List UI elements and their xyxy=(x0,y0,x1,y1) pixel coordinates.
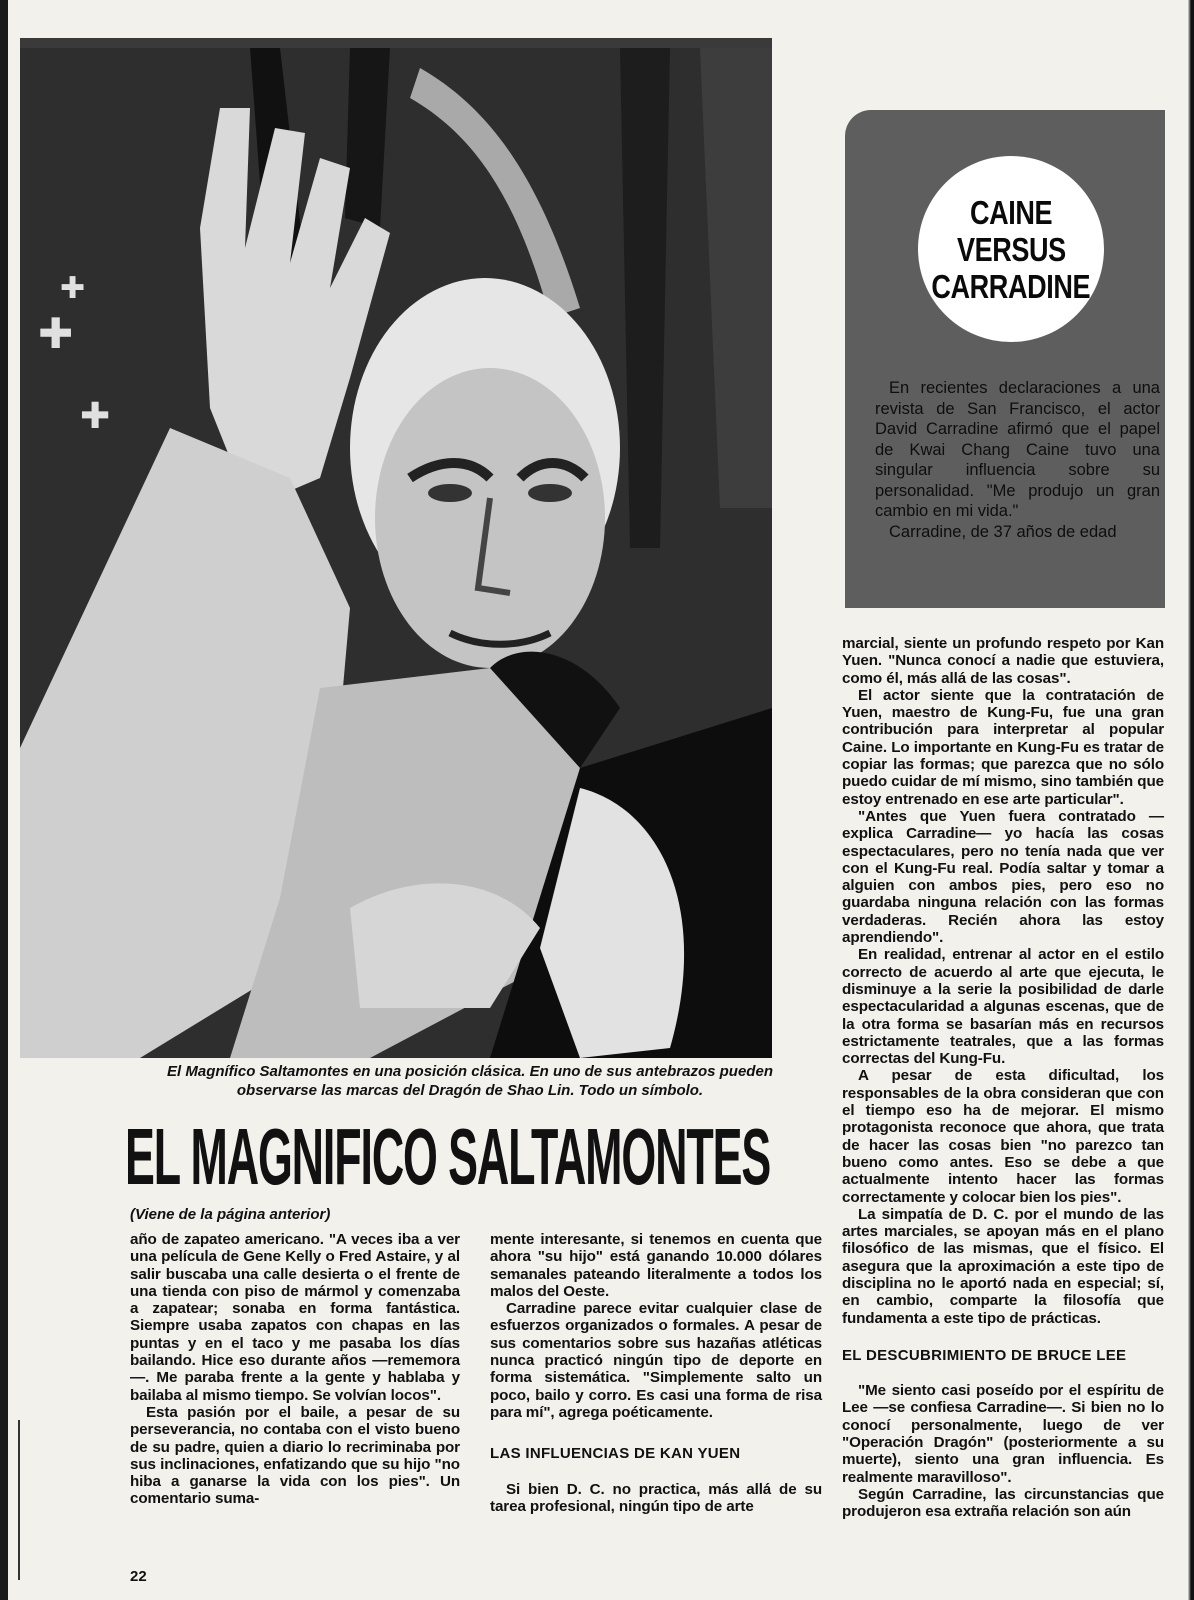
article-headline: EL MAGNIFICO SALTAMONTES xyxy=(125,1112,771,1201)
feature-title-disc xyxy=(918,156,1104,342)
article-paragraph: Carradine parece evitar cualquier clase de esfuerzos organizados o formales. A pesar de sus comentarios sobre sus hazañas atléticas nunca practicó ningún tipo de deporte en forma sistemática. "Simplemente salto un poco, bailo y corro. Es casi una forma de risa para mí", agrega poéticamente. xyxy=(490,1300,822,1421)
photo-caption: El Magnífico Saltamontes en una posición clásica. En uno de sus antebrazos pueden observarse las marcas del Dragón de Shao Lin. Todo un símbolo. xyxy=(167,1063,773,1099)
article-paragraph: año de zapateo americano. "A veces iba a ver una película de Gene Kelly o Fred Astaire, y al salir buscaba una calle desierta o el frente de una tienda con piso de mármol y comenzaba a zapatear; sonaba en forma fantástica. Siempre usaba zapatos con chapas en las puntas y en el taco y me pasaba los días bailando. Hice eso durante años —rememora—. Me paraba frente a la gente y hablaba y bailaba al mismo tiempo. Se volvían locos". xyxy=(130,1231,460,1404)
page-edge-right xyxy=(1188,0,1194,1600)
article-paragraph: "Antes que Yuen fuera contratado —explica Carradine— yo hacía las cosas espectaculares, pero no tenía nada que ver con el Kung-Fu real. Podía saltar y tomar a alguien con ambos pies, pero eso no guardaba ninguna relación con las formas verdaderas. Recién ahora las estoy aprendiendo". xyxy=(842,807,1164,947)
feature-title-line-3: CARRADINE xyxy=(931,267,1091,305)
article-paragraph: mente interesante, si tenemos en cuenta que ahora "su hijo" está ganando 10.000 dólares semanales pateando literalmente a todos los malos del Oeste. xyxy=(490,1231,822,1300)
article-paragraph: La simpatía de D. C. por el mundo de las artes marciales, se apoyan más en el plano filosófico de las mismas, que el físico. El asegura que la aproximación a este tipo de disciplina no le aportó nada en especial; sí, en cambio, comparte la filosofía que fundamenta a este tipo de prácticas. xyxy=(842,1205,1164,1327)
article-column-2 xyxy=(490,1231,822,1515)
article-paragraph: En realidad, entrenar al actor en el estilo correcto de acuerdo al arte que ejecuta, le disminuye a la serie la posibilidad de darle espectacularidad a algunas escenas, que de la otra forma se basarían más en recursos estrictamente teatrales, que a las formas correctas del Kung-Fu. xyxy=(842,946,1164,1068)
feature-intro-paragraph: En recientes declaraciones a una revista de San Francisco, el actor David Carradine afirmó que el papel de Kwai Chang Caine tuvo una singular influencia sobre su personalidad. "Me produjo un gran cambio en mi vida." xyxy=(875,379,1160,520)
article-paragraph: Si bien D. C. no practica, más allá de su tarea profesional, ningún tipo de arte xyxy=(490,1480,822,1515)
article-paragraph: Según Carradine, las circunstancias que produjeron esa extraña relación son aún xyxy=(842,1485,1164,1521)
section-subhead: EL DESCUBRIMIENTO DE BRUCE LEE xyxy=(842,1346,1127,1364)
photo-top-rule xyxy=(20,38,772,48)
article-paragraph: marcial, siente un profundo respeto por Kan Yuen. "Nunca conocí a nadie que estuviera, como él, más allá de las cosas". xyxy=(842,635,1164,687)
binding-mark xyxy=(18,1420,20,1580)
svg-text:✚: ✚ xyxy=(60,271,86,306)
article-paragraph: "Me siento casi poseído por el espíritu de Lee —se confiesa Carradine—. Si bien no lo conocí personalmente, luego de ver "Operación Dragón" (posteriormente a su muerte), siento una gran influencia. Es realmente maravilloso". xyxy=(842,1382,1164,1486)
article-column-3 xyxy=(842,635,1164,1521)
feature-intro-paragraph: Carradine, de 37 años de edad xyxy=(889,522,1117,541)
hero-photo xyxy=(20,48,772,1058)
page-edge-left xyxy=(0,0,8,1600)
svg-text:✚: ✚ xyxy=(80,396,111,437)
article-paragraph: Esta pasión por el baile, a pesar de su perseverancia, no contaba con el visto bueno de su padre, quien a diario lo recriminaba por sus inclinaciones, enfatizando que su hijo "no hiba a ganarse la vida con los pies". Un comentario suma- xyxy=(130,1403,460,1508)
section-subhead: LAS INFLUENCIAS DE KAN YUEN xyxy=(490,1445,741,1463)
feature-title-line-1: CAINE xyxy=(969,193,1053,231)
continued-note: (Viene de la página anterior) xyxy=(130,1206,331,1223)
article-paragraph: El actor siente que la contratación de Yuen, maestro de Kung-Fu, fue una gran contribución para interpretar al popular Caine. Lo importante en Kung-Fu es tratar de copiar las formas; que parezca que no sólo puedo cuidar de mí mismo, sino también que estoy entrenado en ese arte particular". xyxy=(842,686,1164,808)
article-paragraph: A pesar de esta dificultad, los responsables de la obra consideran que con el tiempo eso ha de mejorar. El mismo protagonista reconoce que ahora, que trata de hacer las cosas bien "no parezco tan bueno como antes. Eso se debe a que actualmente intento hacer las formas correctamente y colocar bien los pies". xyxy=(842,1067,1164,1206)
photo-illustration xyxy=(20,48,772,1058)
page-number: 22 xyxy=(130,1568,147,1585)
feature-intro xyxy=(875,378,1160,542)
svg-text:✚: ✚ xyxy=(38,309,74,358)
feature-title-line-2: VERSUS xyxy=(956,230,1066,268)
article-column-1 xyxy=(130,1231,460,1508)
